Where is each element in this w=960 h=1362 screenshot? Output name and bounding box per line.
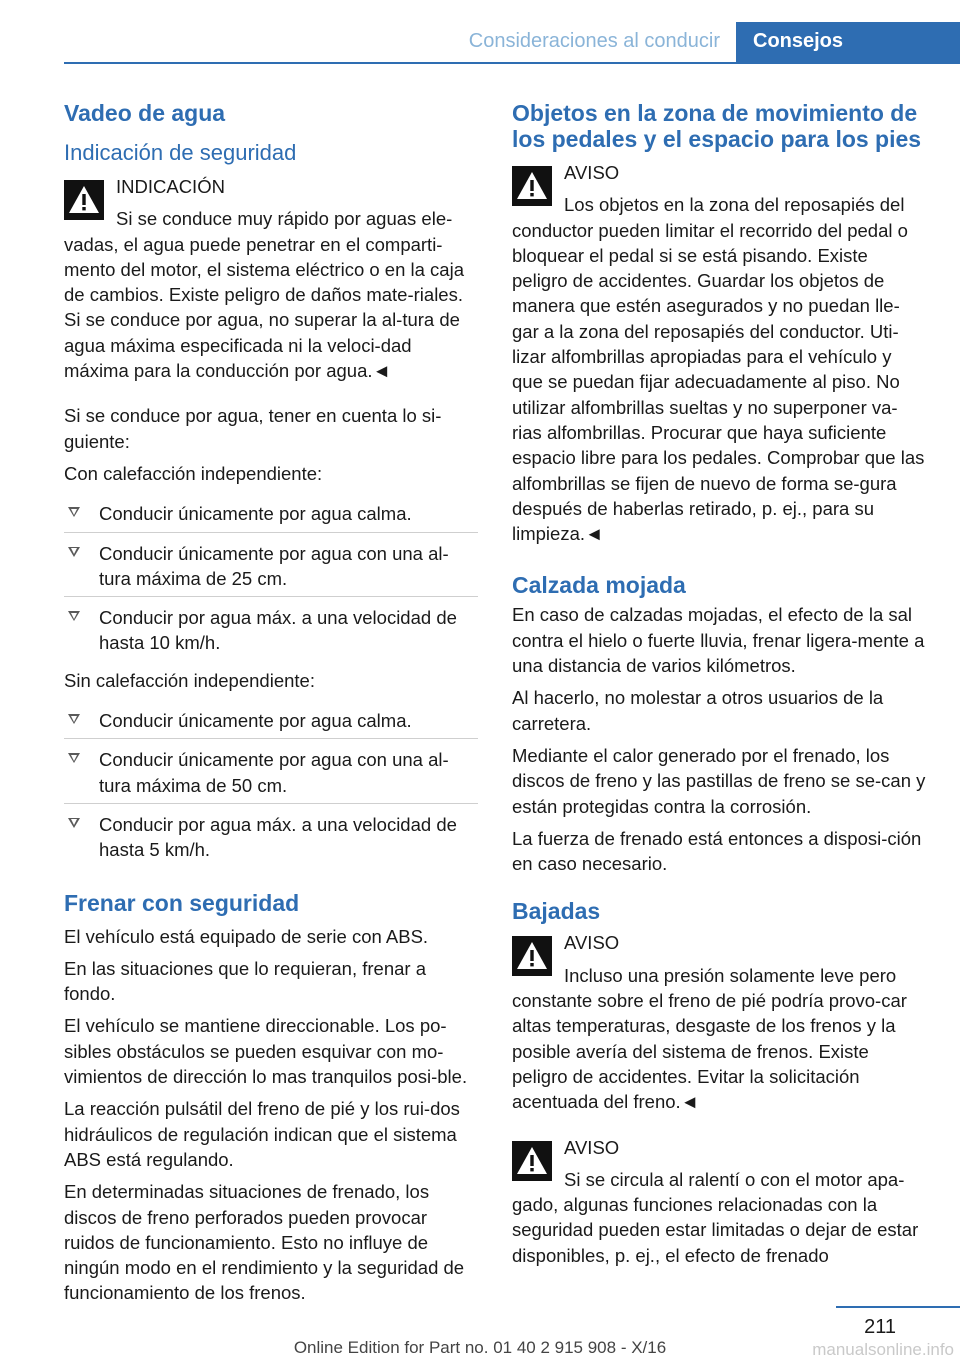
header-section-tab: Consejos <box>736 22 960 62</box>
triangle-bullet-icon <box>68 753 80 763</box>
footer-watermark: manualsonline.info <box>812 1340 954 1359</box>
warning-label: AVISO <box>564 162 620 183</box>
warning-block-bajadas <box>512 930 926 1114</box>
paragraph: En caso de calzadas mojadas, el efecto de la sal contra el hielo o fuerte lluvia, frenar ligera-mente a una distancia de varios kilómetros. <box>512 604 925 677</box>
section-title-frenar: Frenar con seguridad <box>64 889 300 916</box>
header-rule <box>64 62 960 64</box>
section-title-bajadas: Bajadas <box>512 898 601 925</box>
triangle-bullet-icon <box>68 611 80 621</box>
list-item: Conducir por agua máx. a una velocidad de hasta 5 km/h. <box>64 803 478 868</box>
triangle-bullet-icon <box>68 547 80 557</box>
paragraph: La reacción pulsátil del freno de pié y los rui-dos hidráulicos de regulación indican que el sistema ABS está regulando. <box>64 1098 460 1170</box>
warning-label: AVISO <box>564 932 620 954</box>
triangle-bullet-icon <box>68 714 80 724</box>
paragraph: El vehículo está equipado de serie con ABS. <box>64 925 429 947</box>
paragraph: Al hacerlo, no molestar a otros usuarios de la carretera. <box>512 687 884 734</box>
paragraph-sin-calefaccion: Sin calefacción independiente: <box>64 669 315 691</box>
warning-text: Incluso una presión solamente leve pero constante sobre el freno de pié podría provo-car altas temperaturas, desgaste de los frenos y la posible avería del sistema de frenos. Existe peligro de accidentes. Evitar la solicitación acentuada del freno.◄ <box>512 964 907 1113</box>
paragraph-intro: Si se conduce por agua, tener en cuenta lo si-guiente: <box>64 405 442 452</box>
list-item: Conducir únicamente por agua calma. <box>64 700 478 738</box>
list-sin-calefaccion <box>64 700 478 867</box>
footer-rule <box>836 1306 960 1308</box>
subsection-title-seguridad: Indicación de seguridad <box>64 140 297 165</box>
footer-edition: Online Edition for Part no. 01 40 2 915 908 - X/16 <box>293 1338 667 1357</box>
left-column <box>64 100 478 1313</box>
page-header <box>0 0 960 64</box>
list-con-calefaccion <box>64 493 478 660</box>
warning-label: INDICACIÓN <box>116 176 225 197</box>
paragraph: Mediante el calor generado por el frenado, los discos de freno y las pastillas de freno se se-can y están protegidas contra la corrosión. <box>512 744 926 817</box>
warning-triangle-icon <box>512 936 552 976</box>
header-breadcrumb: Consideraciones al conducir <box>468 30 720 52</box>
warning-block-indicacion <box>64 174 478 383</box>
paragraph: En determinadas situaciones de frenado, los discos de freno perforados pueden provocar ruidos de funcionamiento. Esto no influye de ningún modo en el rendimiento y la seguridad de funcionamiento de los frenos. <box>64 1181 465 1304</box>
warning-block-objetos <box>512 160 926 546</box>
warning-text: Los objetos en la zona del reposapiés del conductor pueden limitar el recorrido del pedal o bloquear el pedal si se está pisando. Existe peligro de accidentes. Guardar los objetos de manera que estén asegurados y no puedan lle-gar a la zona del reposapiés del conductor. Uti-lizar alfombrillas apropiadas para el vehículo y que se puedan fijar adecuadamente al piso. No utilizar alfombrillas sueltas y no superponer va-rias alfombrillas. Procurar que haya suficiente espacio libre para los pedales. Comprobar que las alfombrillas se fijen de nuevo de forma se-gura después de haberlas retirado, p. ej., para su limpieza.◄ <box>512 194 925 545</box>
right-column <box>512 100 926 1288</box>
paragraph: El vehículo se mantiene direccionable. Los po-sibles obstáculos se pueden esquivar con mo-vimientos de dirección lo mas tranquilos posi-ble. <box>64 1015 468 1088</box>
warning-triangle-icon <box>512 166 552 206</box>
warning-triangle-icon <box>512 1141 552 1181</box>
paragraph-con-calefaccion: Con calefacción independiente: <box>64 462 323 484</box>
list-item: Conducir únicamente por agua con una al-tura máxima de 50 cm. <box>64 738 478 803</box>
paragraph: La fuerza de frenado está entonces a disposi-ción en caso necesario. <box>512 827 922 875</box>
paragraph: En las situaciones que lo requieran, frenar a fondo. <box>64 957 426 1005</box>
triangle-bullet-icon <box>68 818 80 828</box>
warning-label: AVISO <box>564 1136 620 1158</box>
warning-triangle-icon <box>64 180 104 220</box>
section-title-calzada: Calzada mojada <box>512 572 686 599</box>
list-item: Conducir por agua máx. a una velocidad de hasta 10 km/h. <box>64 596 478 661</box>
section-title-vadeo: Vadeo de agua <box>64 100 226 126</box>
warning-text: Si se circula al ralentí o con el motor apa-gado, algunas funciones relacionadas con la seguridad pueden estar limitadas o dejar de estar disponibles, p. ej., el efecto de frenado <box>512 1168 919 1266</box>
warning-text: Si se conduce muy rápido por aguas ele-vadas, el agua puede penetrar en el comparti-mento del motor, el sistema eléctrico o en la caja de cambios. Existe peligro de daños mate-riales. Si se conduce por agua, no superar la al-tura de agua máxima especificada ni la veloci-dad máxima para la conducción por agua.◄ <box>64 208 464 382</box>
page-number: 211 <box>864 1316 896 1338</box>
list-item: Conducir únicamente por agua con una al-tura máxima de 25 cm. <box>64 532 478 597</box>
triangle-bullet-icon <box>68 507 80 517</box>
warning-block-ralenti <box>512 1135 926 1268</box>
list-item: Conducir únicamente por agua calma. <box>64 493 478 531</box>
section-title-objetos: Objetos en la zona de movimiento de los pedales y el espacio para los pies <box>512 100 922 152</box>
